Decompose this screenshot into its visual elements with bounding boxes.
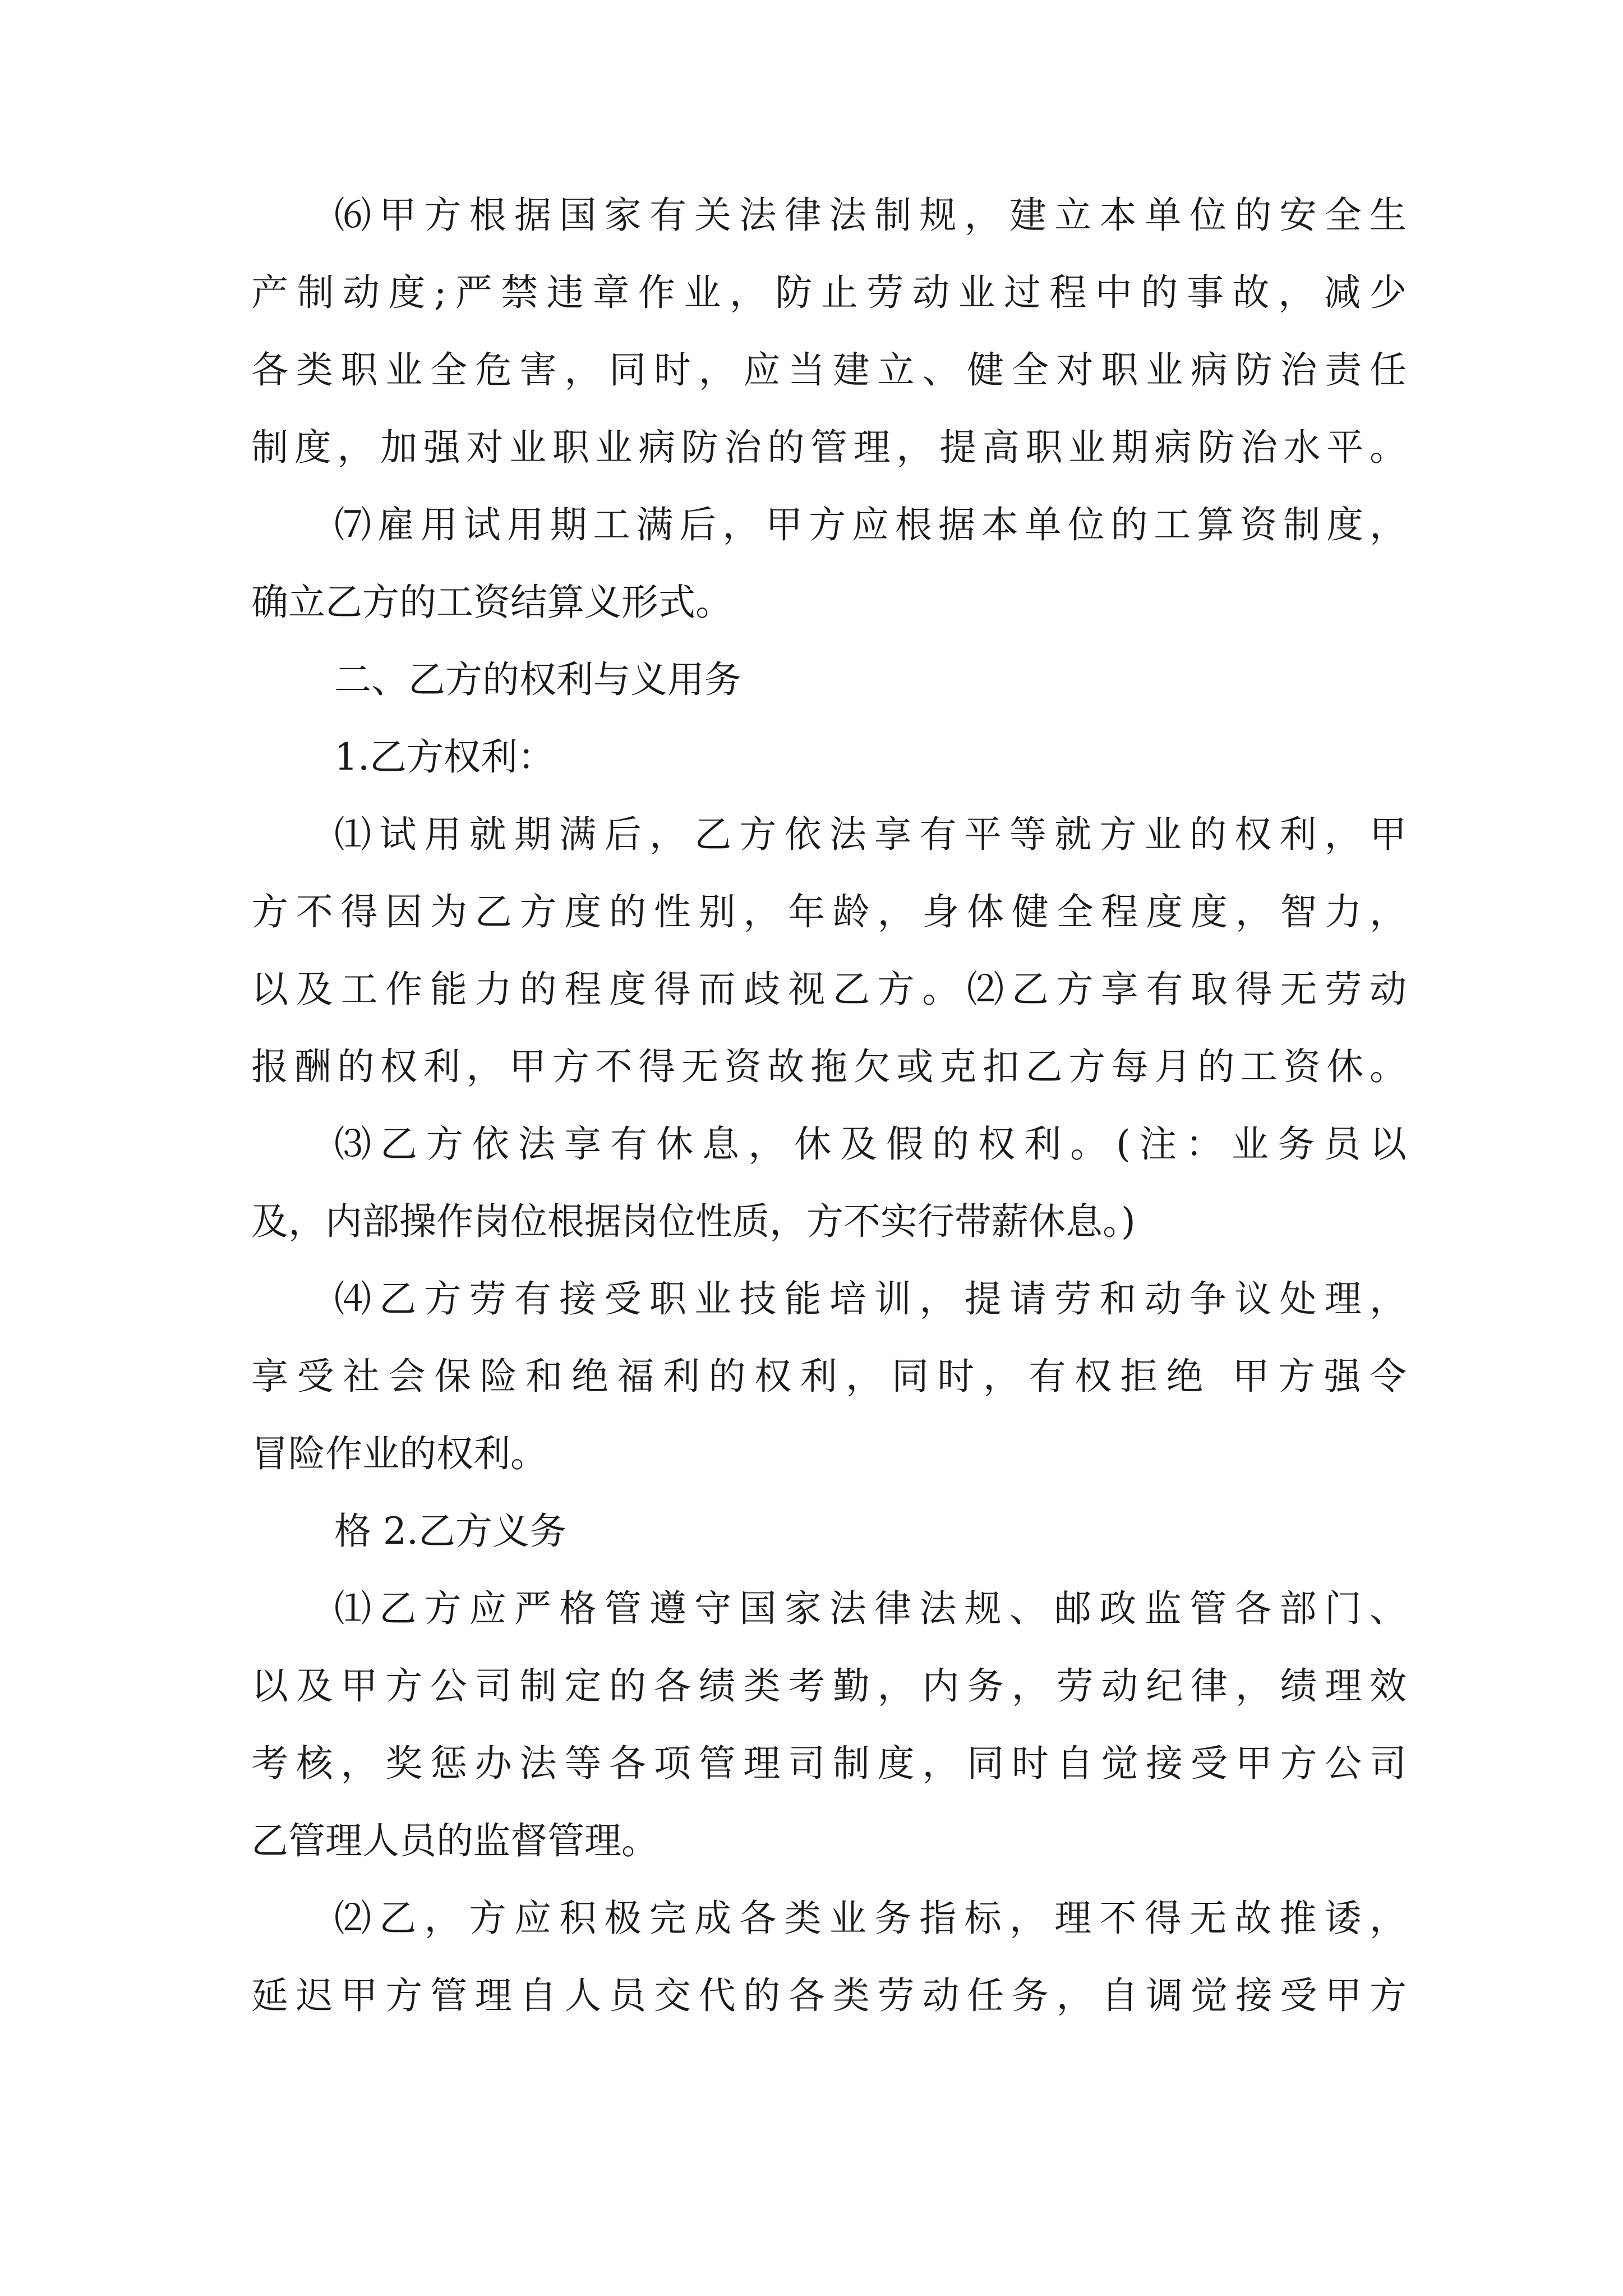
paragraph-line: ⑷乙方劳有接受职业技能培训，提请劳和动争议处理， — [334, 1277, 1407, 1320]
paragraph-line: 考核，奖惩办法等各项管理司制度，同时自觉接受甲方公司 — [251, 1742, 1407, 1785]
section-heading: 二、乙方的权利与义用务 — [334, 658, 741, 701]
paragraph-line: 报酬的权利，甲方不得无资故拖欠或克扣乙方每月的工资休。 — [251, 1045, 1407, 1088]
subsection-heading: 格 2.乙方义务 — [334, 1510, 566, 1553]
paragraph-line: 及，内部操作岗位根据岗位性质，方不实行带薪休息。) — [251, 1200, 1136, 1243]
paragraph-line: 制度，加强对业职业病防治的管理，提高职业期病防治水平。 — [251, 426, 1407, 469]
paragraph-line: 确立乙方的工资结算义形式。 — [251, 581, 732, 624]
paragraph-line: ⑵乙，方应积极完成各类业务指标，理不得无故推诿， — [334, 1897, 1407, 1940]
paragraph-line: 以及甲方公司制定的各绩类考勤，内务，劳动纪律，绩理效 — [251, 1664, 1407, 1708]
paragraph-line: 以及工作能力的程度得而歧视乙方。⑵乙方享有取得无劳动 — [251, 968, 1407, 1011]
paragraph-line: 享受社会保险和绝福利的权利，同时，有权拒绝 甲方强令 — [251, 1355, 1407, 1398]
document-body — [251, 195, 1407, 2053]
paragraph-line: ⑹甲方根据国家有关法律法制规，建立本单位的安全生 — [334, 194, 1407, 237]
paragraph-line: ⑶乙方依法享有休息，休及假的权利。(注：业务员以 — [334, 1122, 1407, 1166]
paragraph-line: 方不得因为乙方度的性别，年龄，身体健全程度度，智力， — [251, 890, 1407, 933]
paragraph-line: ⑺雇用试用期工满后，甲方应根据本单位的工算资制度， — [334, 503, 1407, 546]
subsection-heading: 1.乙方权利： — [334, 735, 555, 779]
paragraph-line: 产制动度;严禁违章作业，防止劳动业过程中的事故，减少 — [251, 271, 1407, 314]
paragraph-line: 延迟甲方管理自人员交代的各类劳动任务，自调觉接受甲方 — [251, 1974, 1407, 2017]
paragraph-line: ⑴乙方应严格管遵守国家法律法规、邮政监管各部门、 — [334, 1587, 1407, 1630]
paragraph-line: 乙管理人员的监督管理。 — [251, 1819, 658, 1862]
paragraph-line: 冒险作业的权利。 — [251, 1432, 547, 1475]
paragraph-line: 各类职业全危害，同时，应当建立、健全对职业病防治责任 — [251, 348, 1407, 392]
paragraph-line: ⑴试用就期满后，乙方依法享有平等就方业的权利，甲 — [334, 813, 1407, 856]
